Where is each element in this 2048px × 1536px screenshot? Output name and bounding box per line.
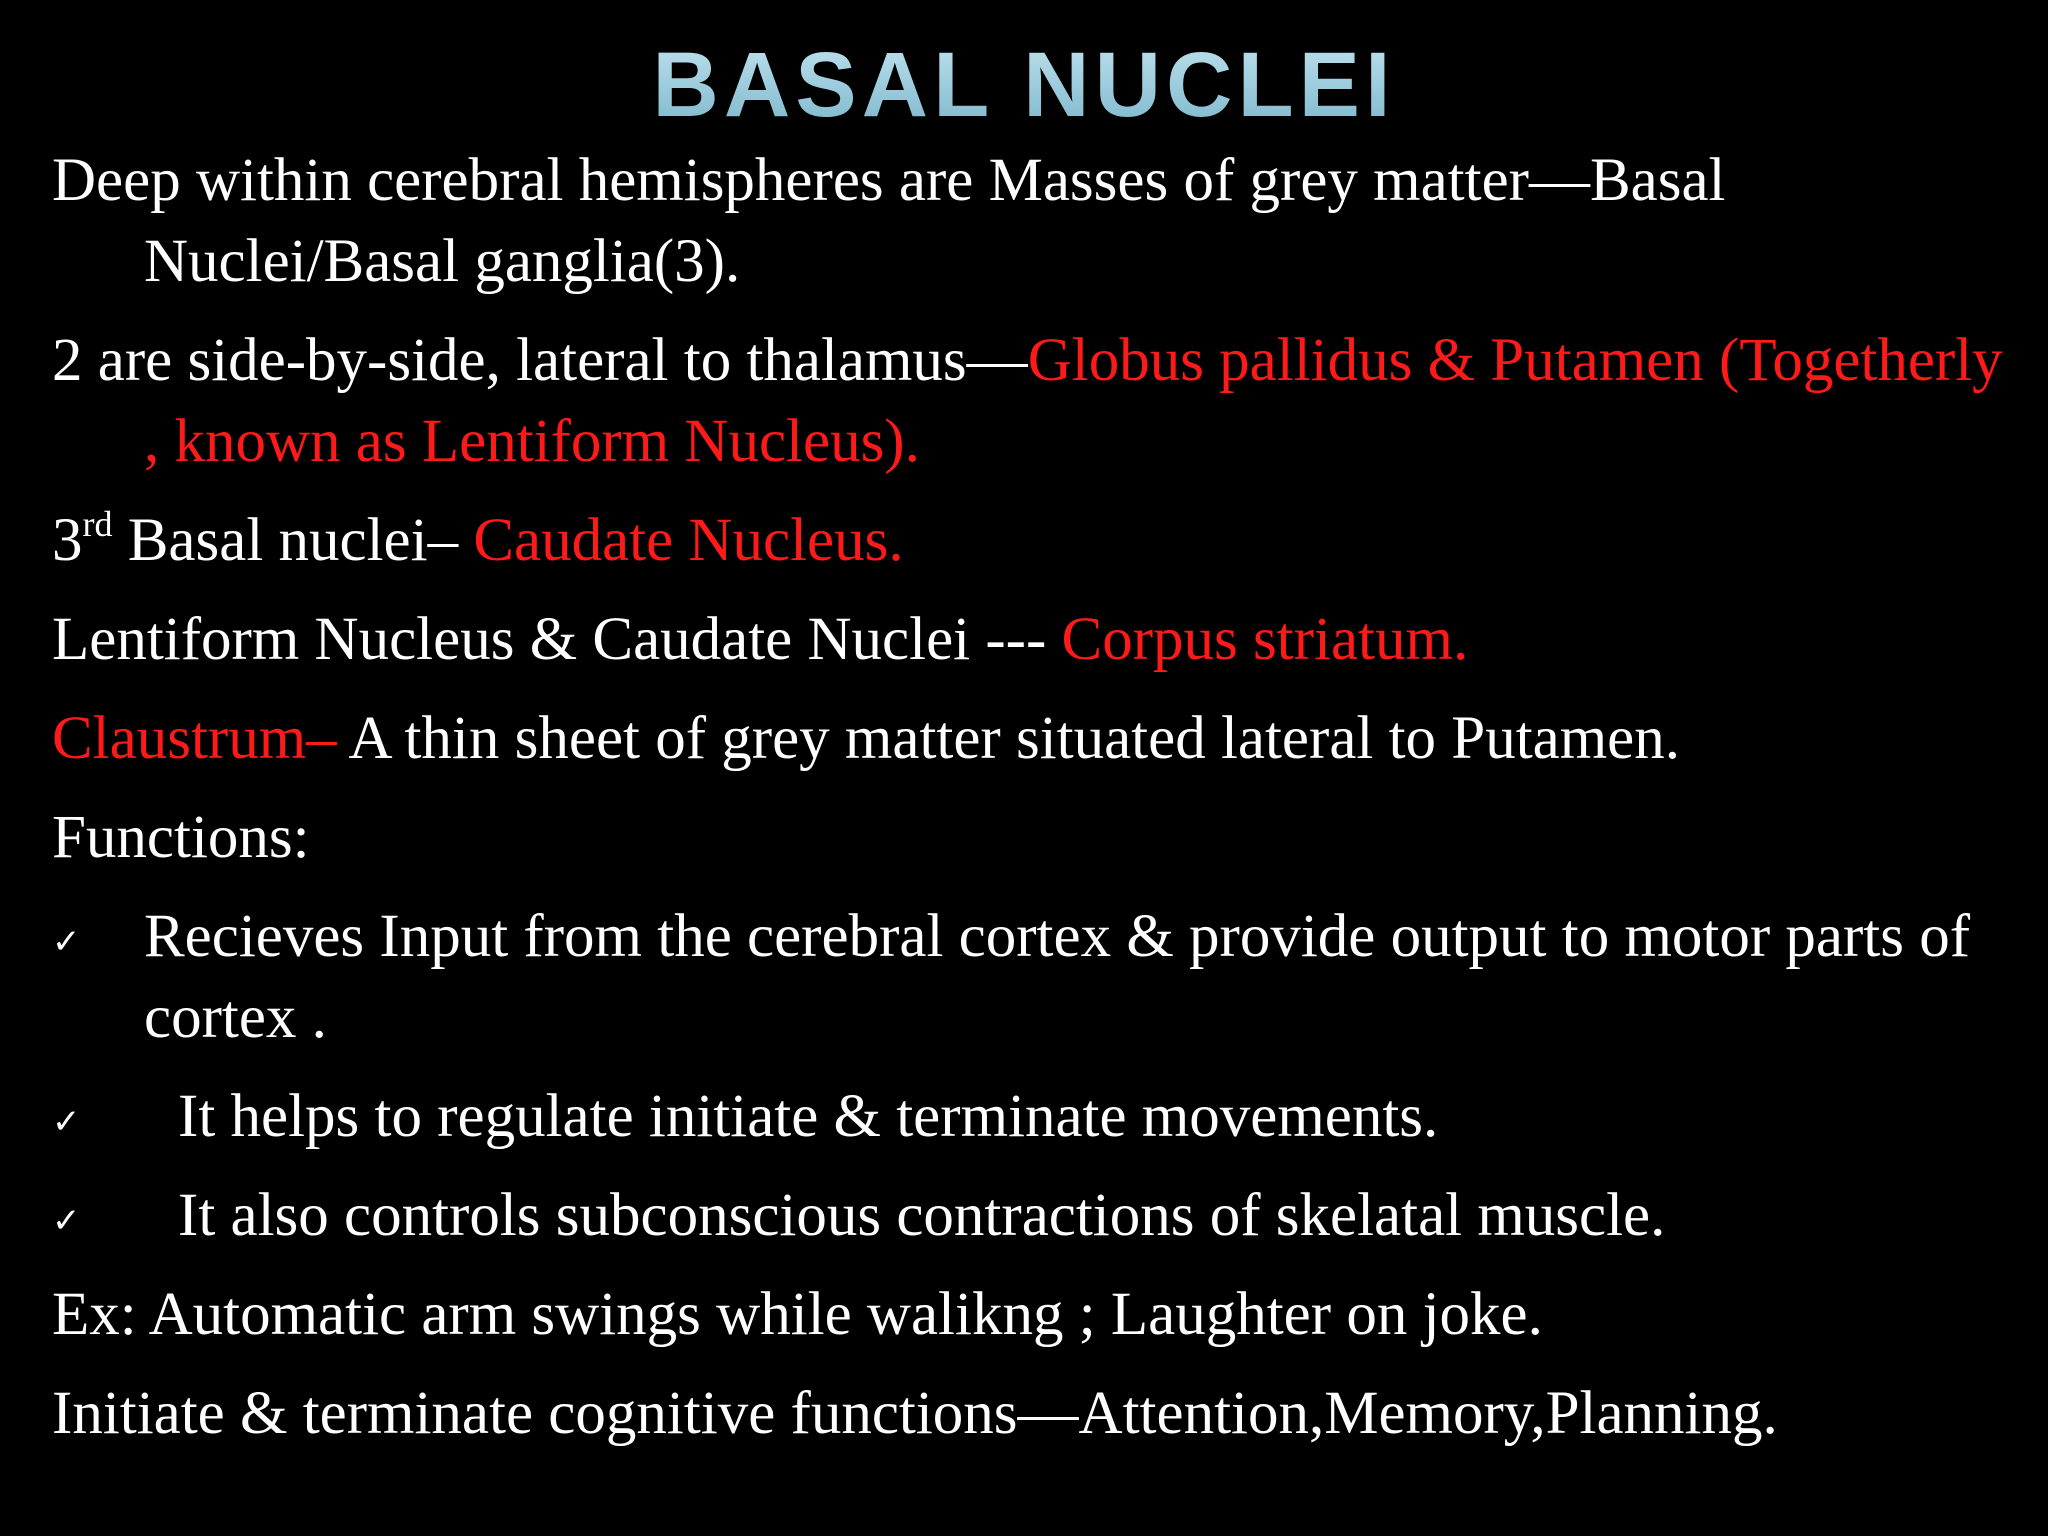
caudate-number: 3 xyxy=(52,507,83,574)
caudate-ordinal-suffix: rd xyxy=(82,504,113,544)
paragraph-lentiform xyxy=(52,320,2012,482)
example-text: Ex: Automatic arm swings while walikng ; Laughter on joke. xyxy=(52,1281,1543,1348)
lentiform-highlight-text: Globus pallidus & Putamen (Togetherly , known as Lentiform Nucleus). xyxy=(144,327,2003,475)
functions-heading: Functions: xyxy=(52,804,310,871)
slide-body xyxy=(52,140,2012,1472)
claustrum-highlight-text: Claustrum– xyxy=(52,705,349,772)
checkmark-icon: ✓ xyxy=(52,1102,81,1142)
paragraph-basal-nuclei-definition xyxy=(52,140,2012,302)
slide-title: BASAL NUCLEI xyxy=(0,30,2048,140)
paragraph-caudate xyxy=(52,500,2012,581)
function-bullet-text: It helps to regulate initiate & terminate movements. xyxy=(178,1083,1439,1150)
corpus-intro-text: Lentiform Nucleus & Caudate Nuclei --- xyxy=(52,606,1062,673)
function-bullet xyxy=(52,1175,2012,1256)
function-bullet xyxy=(52,896,2012,1058)
caudate-intro-text: Basal nuclei– xyxy=(112,507,474,574)
lentiform-intro-text: 2 are side-by-side, lateral to thalamus— xyxy=(52,327,1028,394)
checkmark-icon: ✓ xyxy=(52,1201,81,1241)
paragraph-corpus-striatum xyxy=(52,599,2012,680)
function-bullet xyxy=(52,1076,2012,1157)
cognitive-functions-text: Initiate & terminate cognitive functions—Attention,Memory,Planning. xyxy=(52,1380,1778,1447)
checkmark-icon: ✓ xyxy=(52,922,81,962)
paragraph-claustrum xyxy=(52,698,2012,779)
function-bullet-text: It also controls subconscious contractions of skelatal muscle. xyxy=(178,1182,1666,1249)
definition-text: Deep within cerebral hemispheres are Masses of grey matter—Basal Nuclei/Basal ganglia(3). xyxy=(52,147,1726,295)
function-bullet-text: Recieves Input from the cerebral cortex & provide output to motor parts of cortex . xyxy=(144,903,1971,1051)
corpus-highlight-text: Corpus striatum. xyxy=(1061,606,1469,673)
caudate-highlight-text: Caudate Nucleus. xyxy=(473,507,904,574)
claustrum-description-text: A thin sheet of grey matter situated lateral to Putamen. xyxy=(348,705,1681,772)
